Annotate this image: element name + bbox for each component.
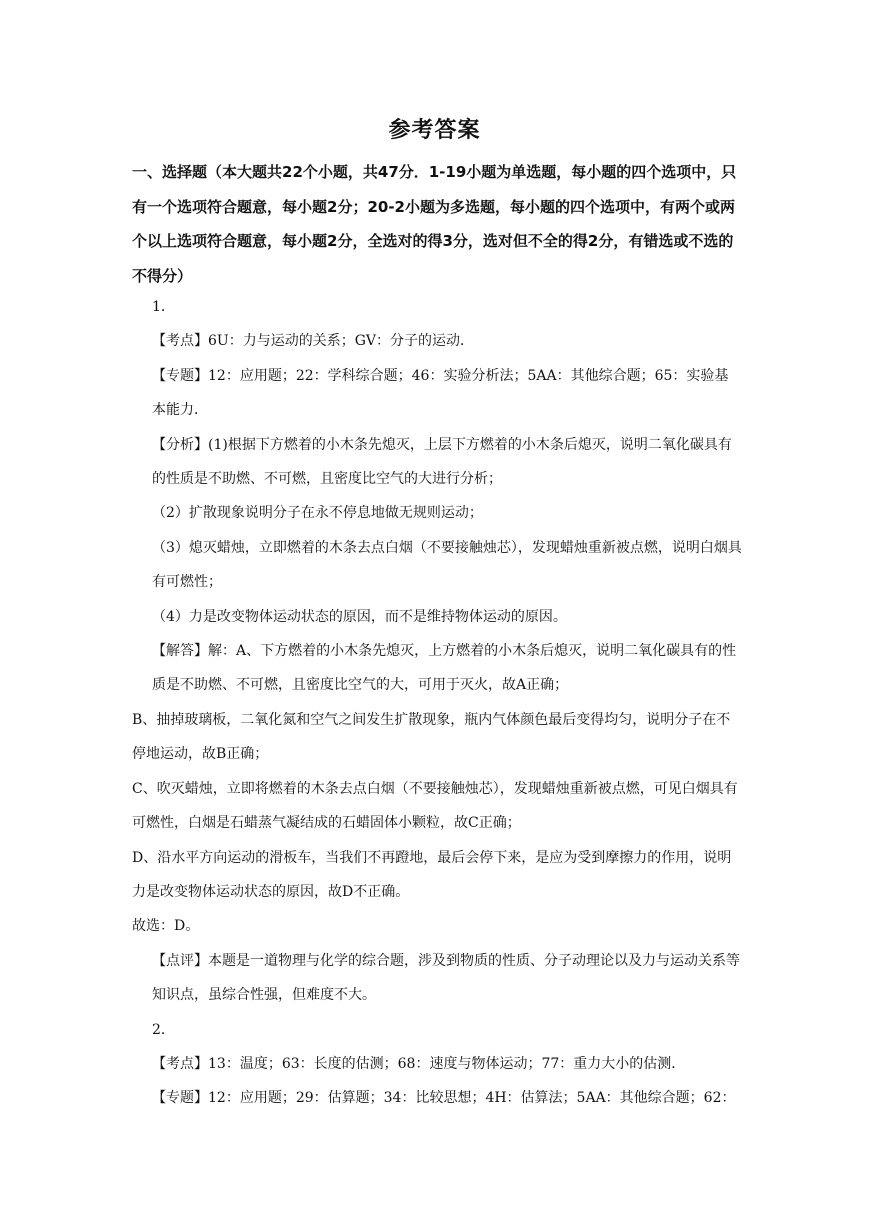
zhuanti-text: 12：应用题；22：学科综合题；46：实验分析法；5AA：其他综合题；65：实验基本能力． bbox=[152, 367, 729, 419]
page-title: 参考答案 bbox=[388, 118, 481, 143]
jieda-item-b: B、抽掉玻璃板，二氧化氮和空气之间发生扩散现象，瓶内气体颜色最后变得均匀，说明分子在不停地运动，故B正确； bbox=[132, 711, 731, 763]
zhuanti-paragraph bbox=[132, 359, 742, 428]
kaodian-tag-2: 【考点】 bbox=[152, 1055, 208, 1072]
kaodian-paragraph-2 bbox=[132, 1047, 742, 1081]
dianping-tag: 【点评】 bbox=[152, 952, 208, 969]
kaodian-paragraph bbox=[132, 324, 742, 358]
question-number-2: 2． bbox=[152, 1021, 175, 1038]
jieda-text-a: 解：A、下方燃着的小木条先熄灭，上方燃着的小木条后熄灭，说明二氧化碳具有的性质是不助燃、不可燃，且密度比空气的大，可用于灭火，故A正确； bbox=[152, 643, 737, 694]
section-heading: 一、选择题（本大题共22个小题，共47分．1-19小题为单选题，每小题的四个选项中，只有一个选项符合题意，每小题2分；20-2小题为多选题，每小题的四个选项中，有两个或两个以上选项符合题意，每小题2分，全选对的得3分，选对但不全的得2分，有错选或不选的不得分） bbox=[132, 163, 737, 285]
kaodian-tag: 【考点】 bbox=[152, 333, 208, 350]
jieda-item-d: D、沿水平方向运动的滑板车，当我们不再蹬地，最后会停下来，是应为受到摩擦力的作用，说明力是改变物体运动状态的原因，故D不正确。 bbox=[132, 849, 732, 900]
jieda-tag: 【解答】 bbox=[152, 643, 208, 660]
zhuanti-tag: 【专题】 bbox=[152, 367, 208, 384]
zhuanti-tag-2: 【专题】 bbox=[152, 1090, 208, 1107]
question-number: 1． bbox=[152, 299, 175, 315]
zhuanti-text-2: 12：应用题；29：估算题；34：比较思想；4H：估算法；5AA：其他综合题；62： bbox=[208, 1090, 736, 1107]
dianping-paragraph bbox=[132, 944, 742, 1013]
dianping-text: 本题是一道物理与化学的综合题，涉及到物质的性质、分子动理论以及力与运动关系等知识点，虽综合性强，但难度不大。 bbox=[152, 952, 740, 1004]
jieda-paragraph bbox=[132, 634, 742, 703]
fenxi-item-2: （2）扩散现象说明分子在永不停息地做无规则运动； bbox=[152, 505, 483, 522]
zhuanti-paragraph-2 bbox=[132, 1081, 742, 1115]
fenxi-tag: 【分析】 bbox=[152, 436, 208, 453]
kaodian-text: 6U：力与运动的关系；GV：分子的运动． bbox=[208, 333, 474, 350]
fenxi-paragraph bbox=[132, 428, 742, 497]
fenxi-text-1: (1)根据下方燃着的小木条先熄灭，上层下方燃着的小木条后熄灭，说明二氧化碳具有的性质是不助燃、不可燃，且密度比空气的大进行分析； bbox=[152, 436, 732, 488]
answer-body bbox=[132, 290, 742, 1116]
answer-choice: 故选：D。 bbox=[132, 918, 200, 935]
jieda-item-c: C、吹灭蜡烛，立即将燃着的木条去点白烟（不要接触烛芯），发现蜡烛重新被点燃，可见白烟具有可燃性，白烟是石蜡蒸气凝结成的石蜡固体小颗粒，故C正确； bbox=[132, 780, 738, 832]
fenxi-item-3: （3）熄灭蜡烛，立即燃着的木条去点白烟（不要接触烛芯），发现蜡烛重新被点燃，说明白烟具有可燃性； bbox=[152, 539, 742, 591]
fenxi-item-4: （4）力是改变物体运动状态的原因，而不是维持物体运动的原因。 bbox=[152, 608, 567, 625]
kaodian-text-2: 13：温度；63：长度的估测；68：速度与物体运动；77：重力大小的估测． bbox=[208, 1055, 686, 1072]
